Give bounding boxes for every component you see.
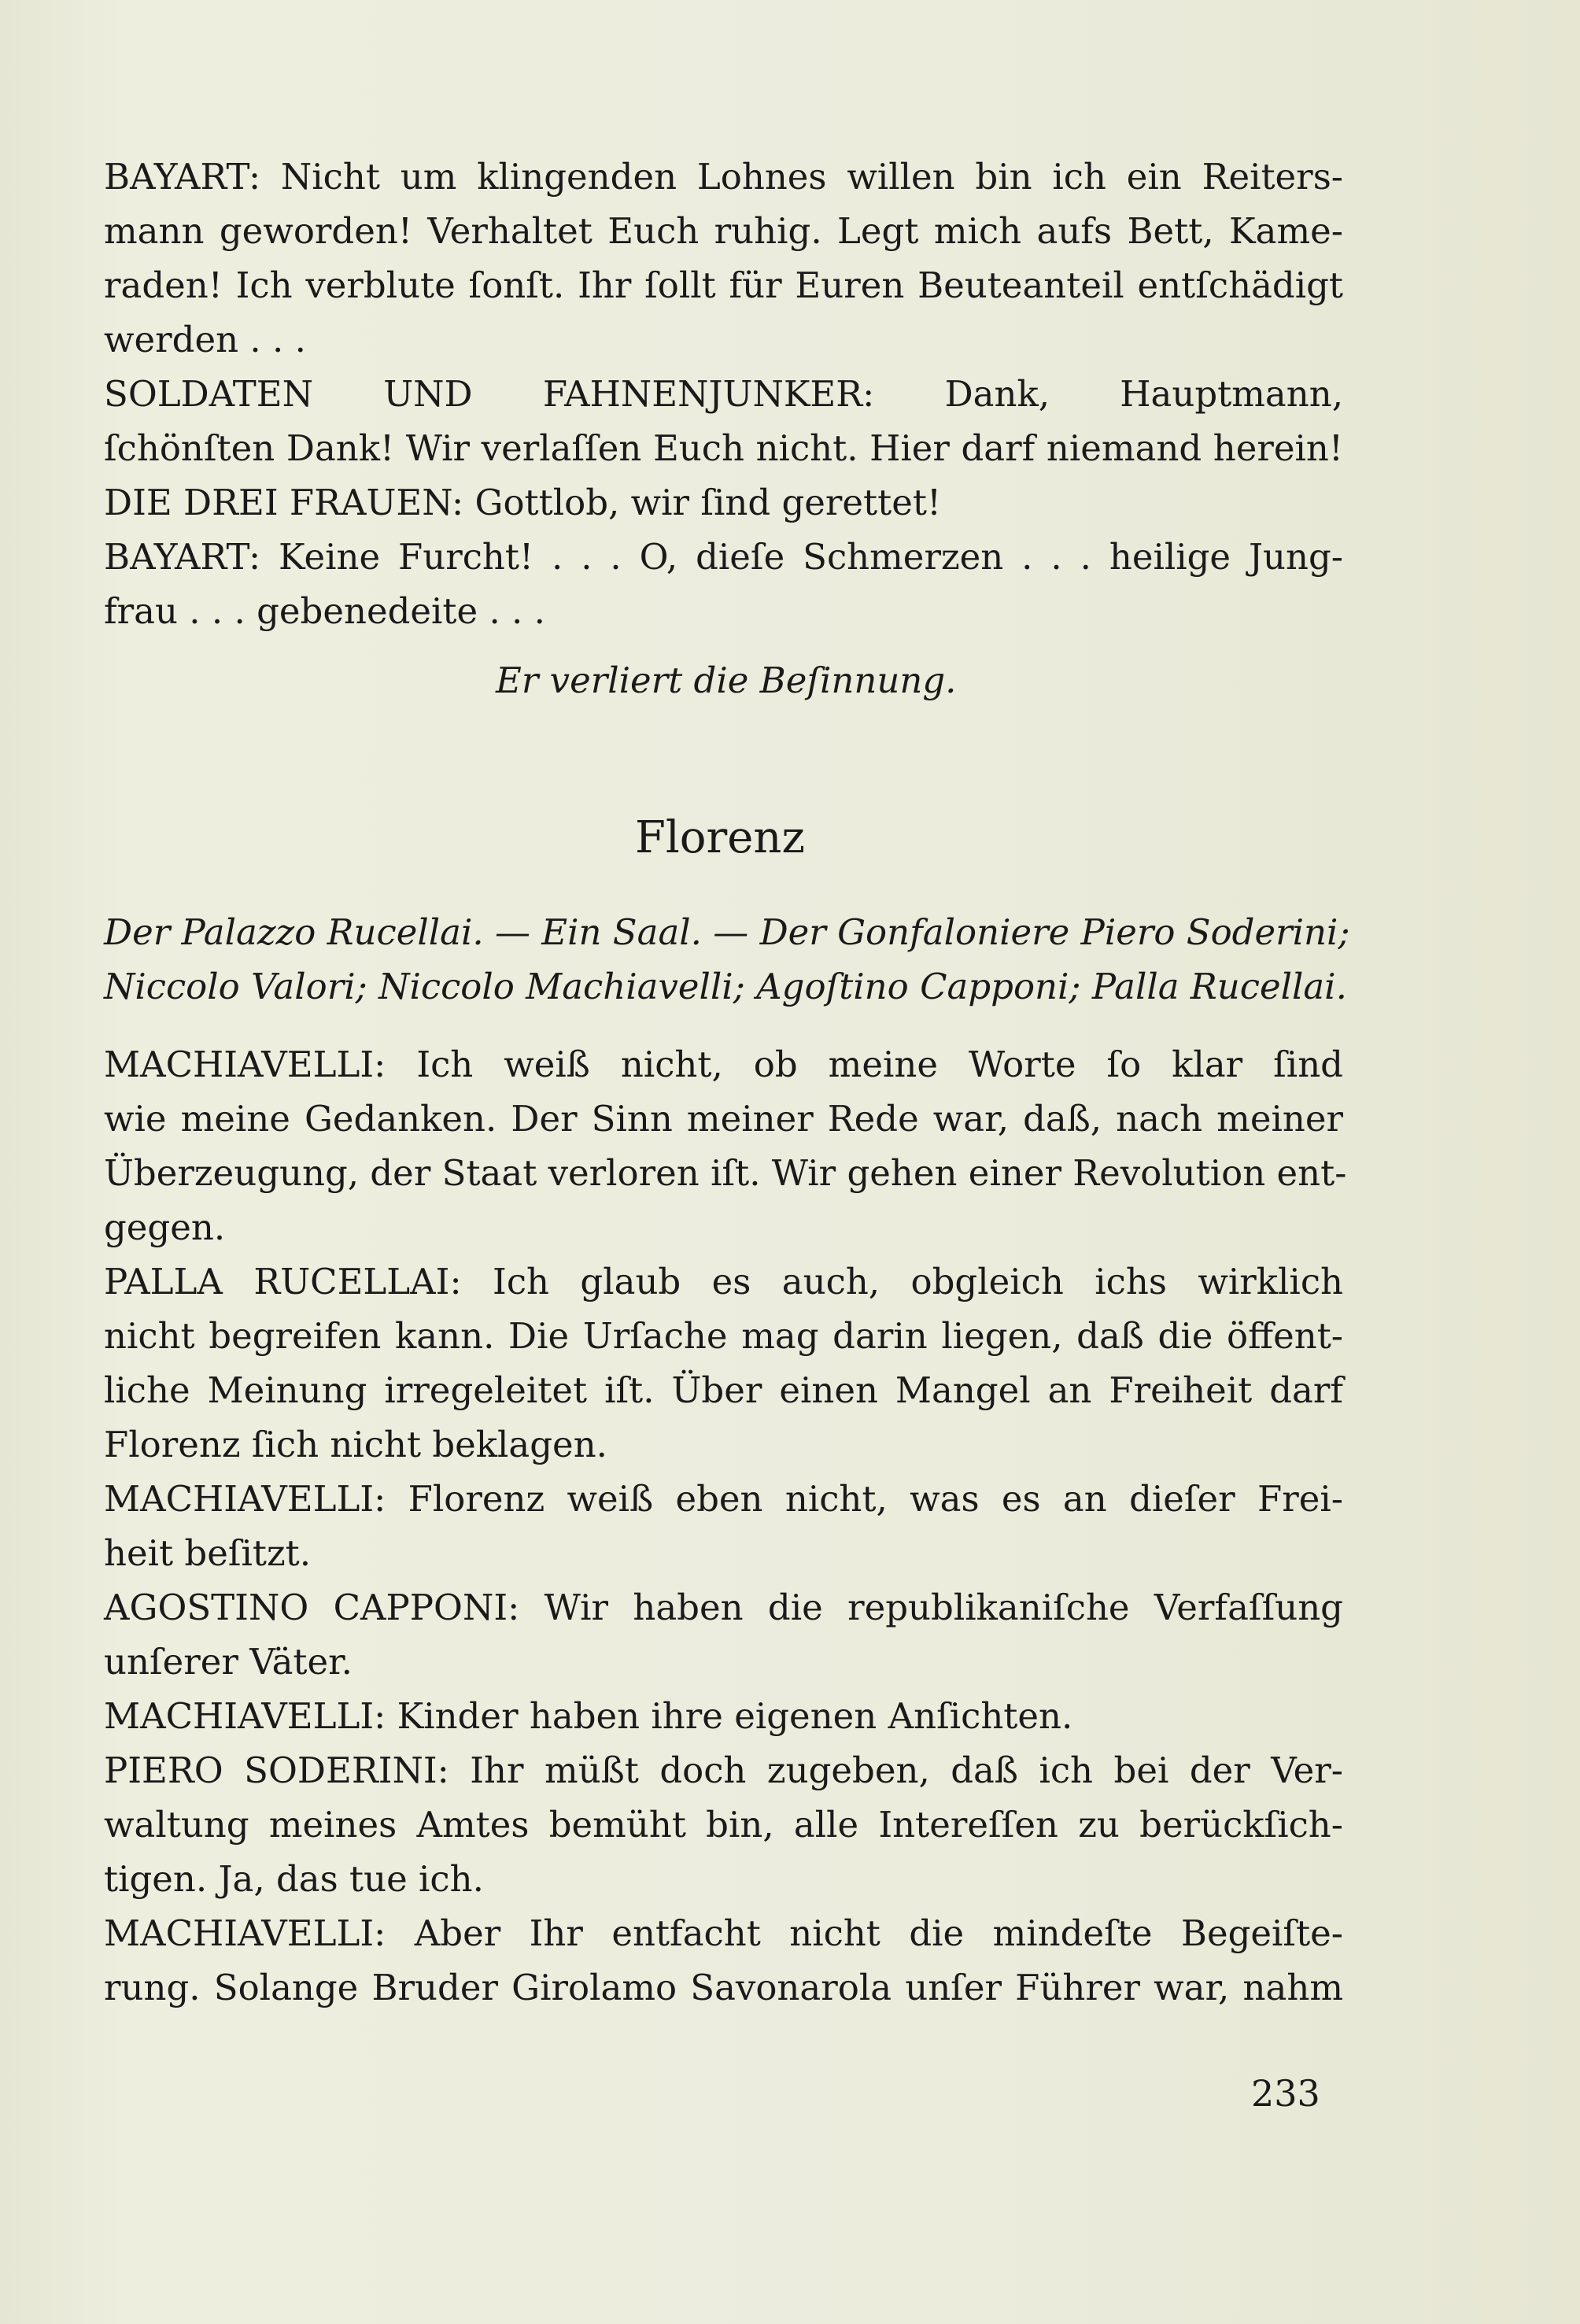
dialogue-block-florenz: [104, 1037, 1347, 2015]
text-line: PALLA RUCELLAI: Ich glaub es auch, obgleich ichs wirklich: [104, 1261, 1343, 1302]
text-line: waltung meines Amtes bemüht bin, alle Intereſſen zu berückſich-: [104, 1804, 1343, 1846]
text-line: ſchönſten Dank! Wir verlaſſen Euch nicht. Hier darf niemand herein!: [104, 427, 1343, 469]
text-line: liche Meinung irregeleitet iſt. Über einen Mangel an Freiheit darf: [104, 1369, 1343, 1411]
text-line: raden! Ich verblute ſonſt. Ihr ſollt für Euren Beuteanteil entſchädigt: [104, 264, 1343, 306]
text-line: gegen.: [104, 1206, 226, 1248]
text-line: AGOSTINO CAPPONI: Wir haben die republikaniſche Verfaſſung: [104, 1587, 1343, 1628]
scene-line: Niccolo Valori; Niccolo Machiavelli; Agoſtino Capponi; Palla Rucellai.: [104, 966, 1347, 1007]
text-line: MACHIAVELLI: Ich weiß nicht, ob meine Worte ſo klar ſind: [104, 1044, 1343, 1085]
section-title: Florenz: [635, 812, 805, 863]
text-line: MACHIAVELLI: Kinder haben ihre eigenen Anſichten.: [104, 1695, 1073, 1737]
text-line: PIERO SODERINI: Ihr müßt doch zugeben, daß ich bei der Ver-: [104, 1749, 1343, 1791]
text-line: werden . . .: [104, 319, 306, 360]
text-line: frau . . . gebenedeite . . .: [104, 590, 545, 632]
text-line: mann geworden! Verhaltet Euch ruhig. Legt mich aufs Bett, Kame-: [104, 210, 1343, 252]
text-line: DIE DREI FRAUEN: Gottlob, wir ſind gerettet!: [104, 482, 942, 523]
dialogue-block-bayart: [104, 150, 1343, 638]
page-number: 233: [1251, 2072, 1320, 2115]
text-line: Überzeugung, der Staat verloren iſt. Wir gehen einer Revolution ent-: [104, 1152, 1347, 1194]
text-line: MACHIAVELLI: Florenz weiß eben nicht, was es an dieſer Frei-: [104, 1478, 1343, 1520]
text-line: BAYART: Nicht um klingenden Lohnes willen bin ich ein Reiters-: [104, 156, 1343, 198]
text-line: heit beſitzt.: [104, 1532, 312, 1574]
scene-line: Der Palazzo Rucellai. — Ein Saal. — Der Gonfaloniere Piero Soderini;: [104, 911, 1350, 953]
text-line: BAYART: Keine Furcht! . . . O, dieſe Schmerzen . . . heilige Jung-: [104, 536, 1343, 578]
text-line: rung. Solange Bruder Girolamo Savonarola unſer Führer war, nahm: [104, 1967, 1343, 2008]
text-line: unſerer Väter.: [104, 1641, 353, 1683]
text-line: wie meine Gedanken. Der Sinn meiner Rede war, daß, nach meiner: [104, 1098, 1343, 1140]
scene-description: [104, 905, 1350, 1014]
stage-direction: Er verliert die Beſinnung.: [496, 660, 957, 701]
text-line: Florenz ſich nicht beklagen.: [104, 1424, 607, 1465]
text-line: SOLDATEN UND FAHNENJUNKER: Dank, Hauptmann,: [104, 373, 1343, 415]
text-line: nicht begreifen kann. Die Urſache mag darin liegen, daß die öffent-: [104, 1315, 1343, 1357]
text-line: tigen. Ja, das tue ich.: [104, 1858, 484, 1900]
text-line: MACHIAVELLI: Aber Ihr entfacht nicht die mindeſte Begeiſte-: [104, 1912, 1343, 1954]
